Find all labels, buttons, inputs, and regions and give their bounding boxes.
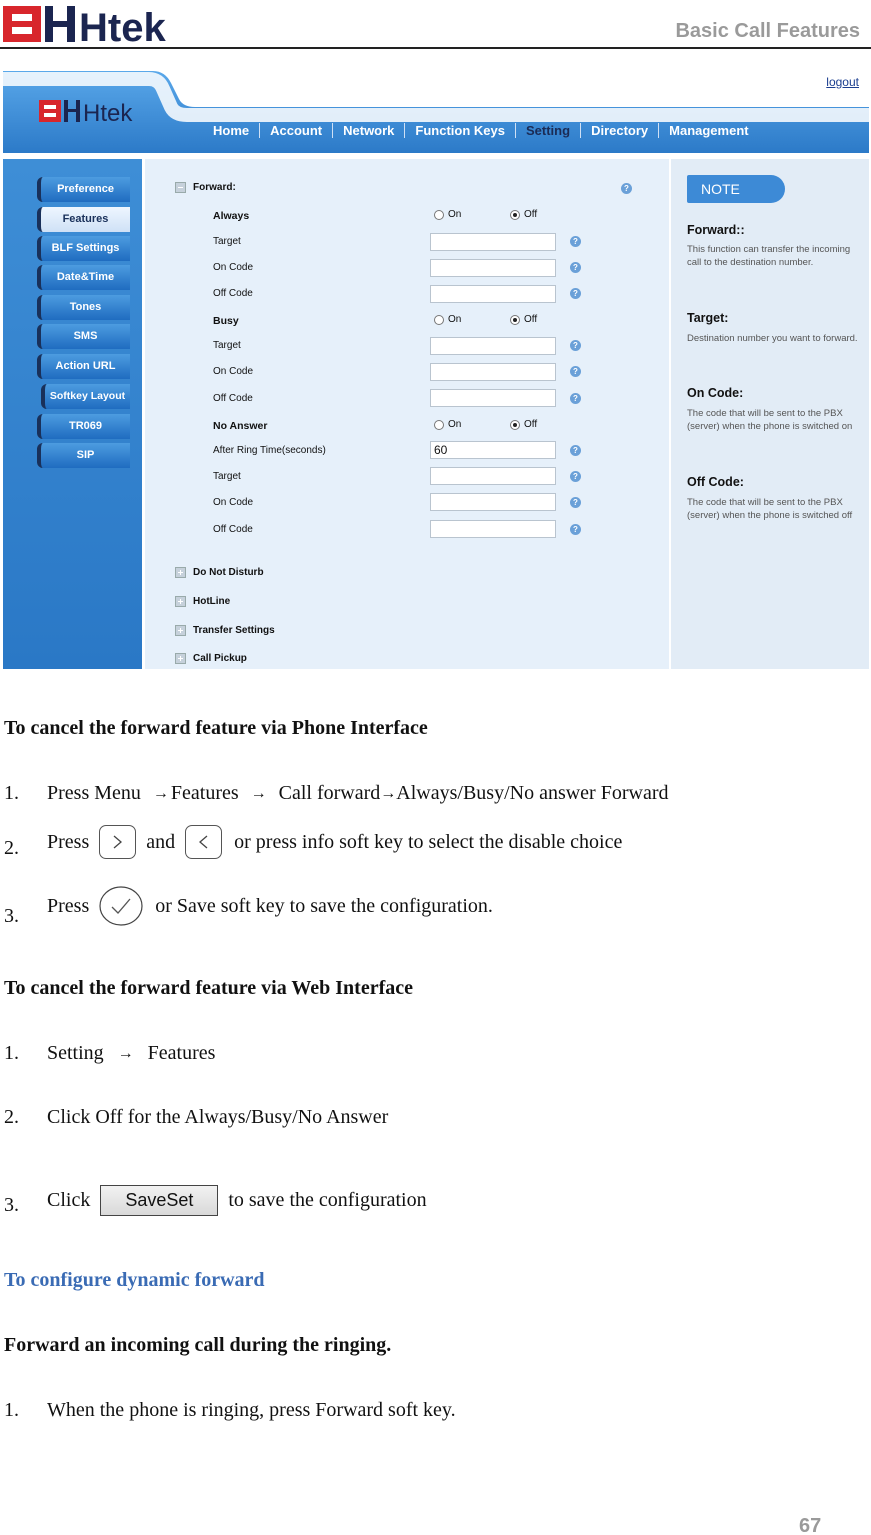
sidebar	[3, 159, 142, 669]
no-answer-off-code-input[interactable]	[430, 520, 556, 538]
section-title: HotLine	[193, 596, 231, 607]
webui-htek-logo	[39, 98, 145, 124]
help-icon[interactable]: ?	[570, 288, 581, 299]
step-text: Call forward	[278, 782, 381, 804]
help-icon[interactable]: ?	[570, 340, 581, 351]
sidebar-item-sms[interactable]: SMS	[37, 324, 130, 349]
always-target-label: Target	[213, 236, 241, 247]
web-step-1	[47, 1042, 215, 1065]
expand-icon	[175, 596, 186, 607]
step-text: Click	[47, 1188, 91, 1211]
busy-target-label: Target	[213, 340, 241, 351]
section-title: Call Pickup	[193, 653, 247, 664]
nav-home[interactable]: Home	[203, 123, 260, 138]
sidebar-item-action-url[interactable]: Action URL	[37, 354, 130, 379]
nav-network[interactable]: Network	[333, 123, 405, 138]
note-on-code-heading: On Code:	[687, 386, 744, 400]
left-navigation-key-icon	[185, 825, 222, 859]
note-off-code-heading: Off Code:	[687, 475, 744, 489]
radio-label: On	[448, 419, 462, 430]
section-title: Transfer Settings	[193, 625, 275, 636]
no-answer-off-code-label: Off Code	[213, 524, 253, 535]
always-off-radio[interactable]	[510, 209, 537, 220]
always-on-code-input[interactable]	[430, 259, 556, 277]
saveset-button[interactable]: SaveSet	[100, 1185, 218, 1216]
sidebar-item-softkey-layout[interactable]: Softkey Layout	[41, 384, 130, 409]
heading-dynamic-forward: To configure dynamic forward	[4, 1269, 265, 1291]
help-icon[interactable]: ?	[570, 393, 581, 404]
logo-text: Htek	[79, 6, 166, 44]
step-number: 1.	[4, 1399, 19, 1421]
step-number: 3.	[4, 1194, 19, 1216]
step-text: to save the configuration	[228, 1188, 427, 1211]
phone-step-1	[47, 782, 668, 805]
web-step-2	[47, 1106, 388, 1129]
page-number: 67	[799, 1515, 822, 1535]
busy-label: Busy	[213, 315, 239, 327]
sidebar-item-sip[interactable]: SIP	[37, 443, 130, 468]
always-off-code-input[interactable]	[430, 285, 556, 303]
ring-time-label: After Ring Time(seconds)	[213, 445, 326, 456]
step-text: and	[146, 830, 176, 853]
busy-target-input[interactable]	[430, 337, 556, 355]
busy-off-radio[interactable]	[510, 314, 537, 325]
note-target-text: Destination number you want to forward.	[687, 333, 858, 344]
step-text: When the phone is ringing, press Forward soft key.	[47, 1399, 456, 1421]
heading-web-interface: To cancel the forward feature via Web Interface	[4, 977, 413, 999]
busy-off-code-label: Off Code	[213, 393, 253, 404]
help-icon[interactable]: ?	[570, 366, 581, 377]
sidebar-item-blf-settings[interactable]: BLF Settings	[37, 236, 130, 261]
step-text: Features	[170, 782, 239, 804]
web-step-3	[47, 1180, 427, 1220]
step-text: Features	[147, 1042, 216, 1064]
always-label: Always	[213, 210, 250, 222]
no-answer-on-code-input[interactable]	[430, 493, 556, 511]
transfer-settings-section[interactable]	[175, 625, 275, 636]
note-target-heading: Target:	[687, 311, 729, 325]
step-text: Setting	[47, 1042, 104, 1064]
note-forward-heading: Forward::	[687, 223, 745, 237]
busy-on-code-label: On Code	[213, 366, 254, 377]
sidebar-item-tr069[interactable]: TR069	[37, 414, 130, 439]
help-icon[interactable]: ?	[621, 183, 632, 194]
radio-label: Off	[524, 419, 538, 430]
no-answer-target-input[interactable]	[430, 467, 556, 485]
step-number: 2.	[4, 1106, 19, 1128]
step-number: 3.	[4, 905, 19, 927]
ok-key-icon	[99, 886, 143, 926]
do-not-disturb-section[interactable]	[175, 567, 264, 578]
no-answer-on-code-label: On Code	[213, 497, 254, 508]
radio-selected-icon	[510, 420, 520, 430]
call-pickup-section[interactable]	[175, 653, 247, 664]
step-text: or Save soft key to save the configuration.	[155, 894, 493, 917]
ring-time-input[interactable]: 60	[430, 441, 556, 459]
help-icon[interactable]: ?	[570, 262, 581, 273]
page-header	[0, 0, 871, 49]
step-text: or press info soft key to select the disable choice	[234, 830, 623, 853]
radio-icon	[434, 315, 444, 325]
busy-off-code-input[interactable]	[430, 389, 556, 407]
note-tab: NOTE	[687, 175, 785, 203]
radio-label: Off	[524, 209, 538, 220]
radio-selected-icon	[510, 210, 520, 220]
busy-on-code-input[interactable]	[430, 363, 556, 381]
step-number: 1.	[4, 782, 19, 804]
always-on-radio[interactable]	[434, 209, 461, 220]
radio-label: On	[448, 209, 462, 220]
no-answer-target-label: Target	[213, 471, 241, 482]
note-forward-text: This function can transfer the incoming call to the destination number.	[687, 244, 851, 268]
expand-icon	[175, 653, 186, 664]
help-icon[interactable]: ?	[570, 236, 581, 247]
sidebar-item-tones[interactable]: Tones	[37, 295, 130, 320]
step-text: Press	[47, 830, 90, 853]
step-text: Press	[47, 894, 90, 917]
nav-setting[interactable]: Setting	[516, 123, 581, 138]
note-off-code-text: The code that will be sent to the PBX (server) when the phone is switched off	[687, 497, 853, 521]
help-icon[interactable]: ?	[570, 497, 581, 508]
ringing-step-1	[47, 1399, 456, 1422]
step-text: Click Off for the Always/Busy/No Answer	[47, 1106, 389, 1128]
forward-section-header[interactable]	[175, 182, 236, 193]
nav-management[interactable]: Management	[669, 122, 749, 138]
section-title: Do Not Disturb	[193, 567, 264, 578]
radio-label: On	[448, 314, 462, 325]
no-answer-off-radio[interactable]	[510, 419, 537, 430]
always-off-code-label: Off Code	[213, 288, 253, 299]
nav-function-keys[interactable]: Function Keys	[405, 123, 516, 138]
nav-account[interactable]: Account	[260, 123, 333, 138]
no-answer-on-radio[interactable]	[434, 419, 461, 430]
webui-logo-text: Htek	[83, 100, 133, 124]
heading-forward-ringing: Forward an incoming call during the ringing.	[4, 1334, 392, 1356]
step-text: Press Menu	[47, 782, 141, 804]
section-title: Basic Call Features	[675, 20, 860, 42]
expand-icon	[175, 567, 186, 578]
always-on-code-label: On Code	[213, 262, 254, 273]
radio-icon	[434, 420, 444, 430]
arrow-icon: →	[250, 784, 267, 802]
heading-phone-interface: To cancel the forward feature via Phone Interface	[4, 717, 428, 739]
sidebar-item-preference[interactable]: Preference	[37, 177, 130, 202]
arrow-icon: →	[152, 784, 169, 802]
logout-link[interactable]: logout	[826, 75, 859, 89]
help-icon[interactable]: ?	[570, 471, 581, 482]
help-icon[interactable]: ?	[570, 524, 581, 535]
htek-logo	[3, 4, 193, 44]
phone-step-2	[47, 822, 622, 862]
radio-icon	[434, 210, 444, 220]
arrow-icon: →	[380, 784, 397, 802]
radio-label: Off	[524, 314, 538, 325]
forward-section-title: Forward:	[193, 182, 236, 193]
note-on-code-text: The code that will be sent to the PBX (server) when the phone is switched on	[687, 408, 853, 432]
step-number: 2.	[4, 837, 19, 859]
hotline-section[interactable]	[175, 596, 230, 607]
nav-directory[interactable]: Directory	[581, 123, 659, 138]
busy-on-radio[interactable]	[434, 314, 461, 325]
help-icon[interactable]: ?	[570, 445, 581, 456]
no-answer-label: No Answer	[213, 420, 268, 432]
radio-selected-icon	[510, 315, 520, 325]
right-navigation-key-icon	[99, 825, 136, 859]
always-target-input[interactable]	[430, 233, 556, 251]
sidebar-item-date-time[interactable]: Date&Time	[37, 265, 130, 290]
phone-step-3	[47, 884, 493, 928]
sidebar-item-features[interactable]: Features	[37, 207, 130, 232]
arrow-icon: →	[117, 1044, 134, 1062]
expand-icon	[175, 625, 186, 636]
web-ui-screenshot	[3, 71, 869, 669]
main-nav	[203, 121, 759, 139]
step-number: 1.	[4, 1042, 19, 1064]
step-text: Always/Busy/No answer Forward	[396, 782, 669, 804]
collapse-icon	[175, 182, 186, 193]
